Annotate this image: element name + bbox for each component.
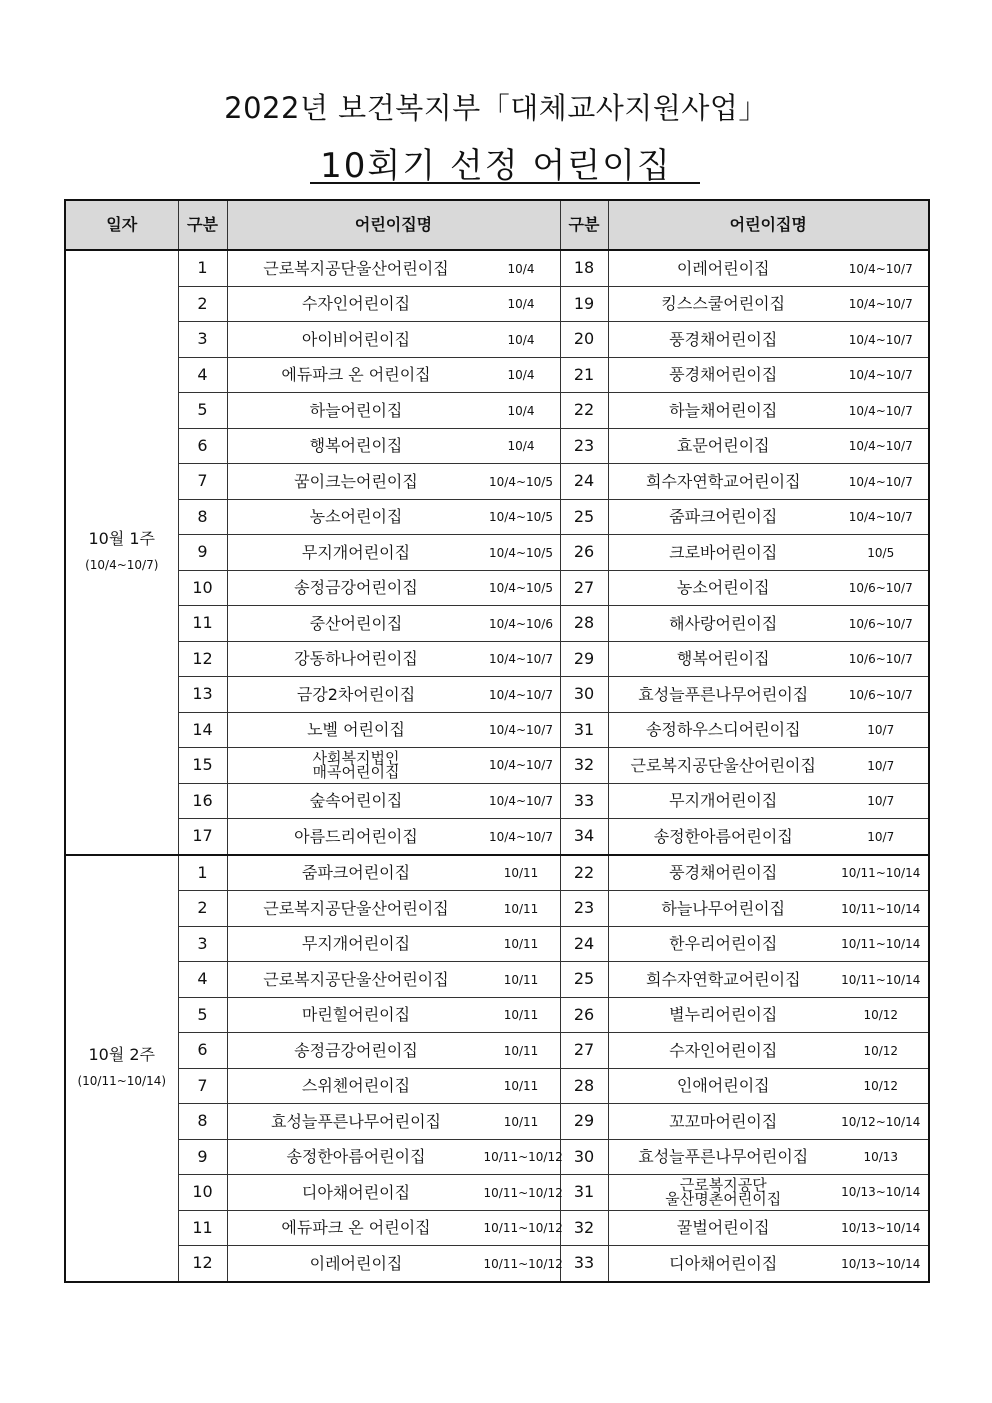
row-number-left: 16 (178, 783, 227, 819)
facility-name: 별누리어린이집 (669, 1005, 778, 1024)
facility-name: 희수자연학교어린이집 (645, 969, 801, 989)
header-name-left: 어린이집명 (227, 200, 560, 250)
facility-cell-right (608, 712, 929, 748)
support-date: 10/4~10/7 (489, 794, 553, 808)
row-number-right: 23 (560, 428, 608, 464)
facility-name: 꿀벌어린이집 (676, 1218, 770, 1237)
week-cell (65, 855, 178, 1282)
facility-cell-left (227, 357, 560, 393)
facility-cell-left (227, 1210, 563, 1246)
facility-cell-left (227, 250, 560, 286)
row-number-right: 22 (560, 855, 608, 891)
facility-name: 근로복지공단 울산명촌어린이집 (665, 1176, 782, 1209)
facility-cell-right (608, 891, 929, 927)
table-row (65, 606, 929, 642)
row-number-left: 11 (178, 1210, 227, 1246)
facility-name: 아이비어린이집 (301, 329, 411, 349)
table-row (65, 1104, 929, 1140)
row-number-left: 9 (178, 1139, 227, 1175)
support-date: 10/13~10/14 (841, 1185, 921, 1200)
support-date: 10/4~10/7 (489, 723, 553, 737)
facility-cell-left (227, 783, 560, 819)
facility-name: 무지개어린이집 (301, 934, 411, 953)
row-number-right: 25 (560, 499, 608, 535)
table-row (65, 570, 929, 606)
facility-name: 킹스스쿨어린이집 (661, 294, 786, 313)
support-date: 10/4 (507, 439, 535, 453)
facility-name: 사회복지법인 매곡어린이집 (312, 749, 400, 782)
support-date: 10/11~10/14 (841, 972, 921, 987)
facility-cell-left (227, 926, 560, 962)
facility-cell-right (608, 1033, 929, 1069)
row-number-right: 32 (560, 748, 608, 784)
row-number-left: 3 (178, 926, 227, 962)
table-row (65, 855, 929, 891)
facility-cell-right (608, 1104, 929, 1140)
facility-name: 희수자연학교어린이집 (645, 471, 801, 491)
facility-name: 한우리어린이집 (669, 934, 778, 953)
facility-name: 줌파크어린이집 (301, 863, 411, 882)
header-name-right: 어린이집명 (608, 200, 929, 250)
facility-cell-left (227, 606, 560, 642)
support-date: 10/7 (867, 829, 895, 844)
table-row (65, 357, 929, 393)
row-number-right: 27 (560, 1033, 608, 1069)
facility-cell-left (227, 748, 560, 784)
facility-cell-left (227, 393, 560, 429)
row-number-right: 25 (560, 962, 608, 998)
facility-cell-left (227, 535, 560, 571)
facility-cell-right (608, 819, 929, 855)
facility-name: 풍경채어린이집 (669, 365, 778, 384)
document-subtitle: 10회기 선정 어린이집 (320, 146, 672, 186)
facility-name: 마린힐어린이집 (301, 1005, 411, 1024)
facility-cell-right (608, 855, 929, 891)
row-number-right: 22 (560, 393, 608, 429)
facility-name: 근로복지공단울산어린이집 (630, 755, 816, 775)
table-row (65, 1139, 929, 1175)
support-date: 10/4~10/7 (489, 758, 553, 773)
row-number-left: 14 (178, 712, 227, 748)
row-number-right: 20 (560, 322, 608, 358)
table-row (65, 1068, 929, 1104)
support-date: 10/11~10/12 (483, 1256, 563, 1271)
table-row (65, 962, 929, 998)
support-date: 10/11 (503, 937, 539, 951)
support-date: 10/11 (503, 1079, 539, 1093)
table-row (65, 926, 929, 962)
facility-cell-right (608, 357, 929, 393)
facility-cell-right (608, 250, 929, 286)
row-number-right: 33 (560, 783, 608, 819)
row-number-left: 8 (178, 499, 227, 535)
facility-name: 중산어린이집 (309, 613, 403, 633)
table-row (65, 891, 929, 927)
table-row (65, 997, 929, 1033)
facility-name: 수자인어린이집 (669, 1040, 778, 1060)
support-date: 10/4~10/5 (489, 510, 553, 524)
facility-name: 이레어린이집 (309, 1253, 403, 1273)
facility-cell-left (227, 1139, 563, 1175)
facility-cell-right (608, 464, 929, 500)
support-date: 10/4~10/7 (489, 652, 553, 666)
row-number-left: 1 (178, 855, 227, 891)
row-number-left: 12 (178, 1246, 227, 1282)
facility-cell-right (608, 322, 929, 358)
row-number-right: 30 (560, 677, 608, 713)
facility-cell-right (608, 1139, 929, 1175)
facility-cell-left (227, 428, 560, 464)
row-number-left: 15 (178, 748, 227, 784)
facility-name: 송정한아름어린이집 (653, 826, 793, 846)
row-number-left: 7 (178, 1068, 227, 1104)
facility-cell-left (227, 819, 560, 855)
facility-name: 이레어린이집 (676, 258, 770, 278)
facility-name: 하늘어린이집 (309, 400, 403, 420)
support-date: 10/4~10/6 (489, 616, 553, 631)
row-number-left: 4 (178, 357, 227, 393)
row-number-right: 24 (560, 926, 608, 962)
facility-cell-right (608, 393, 929, 429)
row-number-left: 2 (178, 286, 227, 322)
facility-cell-right (608, 570, 929, 606)
facility-cell-right (608, 606, 929, 642)
support-date: 10/11 (503, 901, 539, 916)
support-date: 10/11~10/14 (841, 901, 921, 916)
facility-cell-left (227, 464, 560, 500)
support-date: 10/4~10/7 (848, 368, 913, 382)
selection-table (64, 199, 930, 1283)
facility-cell-right (608, 783, 929, 819)
row-number-right: 21 (560, 357, 608, 393)
week-label: 10월 2주 (88, 1045, 156, 1064)
row-number-right: 28 (560, 606, 608, 642)
support-date: 10/11 (503, 1043, 539, 1058)
facility-cell-left (227, 712, 560, 748)
table-row (65, 641, 929, 677)
support-date: 10/4~10/7 (848, 403, 913, 418)
facility-name: 효성늘푸른나무어린이집 (638, 684, 809, 704)
facility-cell-right (608, 997, 929, 1033)
facility-cell-left (227, 641, 560, 677)
support-date: 10/11 (503, 1008, 539, 1022)
facility-name: 농소어린이집 (676, 578, 770, 597)
table-row (65, 748, 929, 784)
support-date: 10/6~10/7 (848, 652, 913, 666)
table-row (65, 535, 929, 571)
table-row (65, 1175, 929, 1211)
support-date: 10/4 (507, 368, 535, 382)
row-number-right: 18 (560, 250, 608, 286)
row-number-left: 11 (178, 606, 227, 642)
facility-cell-left (227, 286, 560, 322)
row-number-left: 2 (178, 891, 227, 927)
facility-cell-right (608, 926, 929, 962)
row-number-left: 10 (178, 570, 227, 606)
facility-cell-right (608, 1175, 929, 1211)
header-no-right: 구분 (560, 200, 608, 250)
row-number-right: 26 (560, 535, 608, 571)
support-date: 10/13~10/14 (841, 1256, 921, 1271)
support-date: 10/4~10/7 (848, 439, 913, 453)
facility-cell-left (227, 1033, 560, 1069)
facility-cell-left (227, 570, 560, 606)
support-date: 10/4~10/7 (848, 261, 913, 276)
row-number-right: 34 (560, 819, 608, 855)
support-date: 10/7 (867, 723, 895, 737)
facility-name: 하늘나무어린이집 (661, 898, 786, 918)
facility-cell-right (608, 748, 929, 784)
facility-name: 효문어린이집 (676, 436, 770, 455)
facility-name: 행복어린이집 (309, 436, 403, 455)
support-date: 10/11~10/12 (483, 1185, 563, 1200)
row-number-right: 29 (560, 641, 608, 677)
facility-name: 스위첸어린이집 (301, 1076, 411, 1095)
support-date: 10/4~10/7 (848, 332, 913, 347)
row-number-right: 24 (560, 464, 608, 500)
facility-cell-right (608, 286, 929, 322)
support-date: 10/4 (507, 261, 535, 276)
week-range: (10/4~10/7) (85, 558, 159, 573)
facility-cell-left (227, 1175, 563, 1211)
facility-name: 송정금강어린이집 (294, 1040, 418, 1060)
facility-cell-right (608, 1246, 929, 1282)
facility-name: 송정한아름어린이집 (286, 1147, 426, 1166)
facility-name: 수자인어린이집 (301, 294, 411, 313)
support-date: 10/4~10/5 (489, 545, 553, 560)
support-date: 10/4 (507, 403, 535, 418)
facility-name: 금강2차어린이집 (296, 684, 416, 704)
facility-name: 인애어린이집 (676, 1076, 770, 1095)
facility-name: 노벨 어린이집 (307, 720, 405, 739)
row-number-right: 26 (560, 997, 608, 1033)
facility-name: 에듀파크 온 어린이집 (281, 365, 431, 384)
facility-cell-left (227, 962, 560, 998)
support-date: 10/11~10/12 (483, 1221, 563, 1235)
support-date: 10/11 (503, 866, 539, 880)
support-date: 10/12 (863, 1079, 899, 1093)
support-date: 10/4~10/7 (848, 474, 913, 489)
facility-cell-right (608, 1068, 929, 1104)
facility-name: 풍경채어린이집 (669, 863, 778, 882)
facility-cell-left (227, 322, 560, 358)
table-row (65, 428, 929, 464)
table-row (65, 1210, 929, 1246)
facility-cell-right (608, 677, 929, 713)
support-date: 10/5 (867, 545, 895, 560)
facility-cell-left (227, 855, 560, 891)
row-number-left: 5 (178, 393, 227, 429)
header-no-left: 구분 (178, 200, 227, 250)
facility-name: 크로바어린이집 (669, 542, 778, 562)
facility-name: 근로복지공단울산어린이집 (263, 969, 449, 989)
facility-name: 줌파크어린이집 (669, 507, 778, 526)
table-body (65, 250, 929, 1282)
facility-cell-right (608, 641, 929, 677)
facility-name: 강동하나어린이집 (294, 649, 418, 668)
table-row (65, 464, 929, 500)
support-date: 10/12 (863, 1008, 899, 1022)
support-date: 10/12~10/14 (841, 1114, 921, 1129)
support-date: 10/6~10/7 (848, 687, 913, 702)
facility-name: 디아채어린이집 (669, 1253, 778, 1273)
table-row (65, 1033, 929, 1069)
facility-name: 효성늘푸른나무어린이집 (270, 1111, 442, 1131)
row-number-left: 7 (178, 464, 227, 500)
table-row (65, 286, 929, 322)
table-row (65, 677, 929, 713)
facility-name: 근로복지공단울산어린이집 (263, 258, 449, 278)
support-date: 10/7 (867, 758, 895, 773)
facility-cell-left (227, 1246, 563, 1282)
facility-cell-left (227, 677, 560, 713)
row-number-left: 3 (178, 322, 227, 358)
facility-name: 풍경채어린이집 (669, 329, 778, 349)
facility-cell-left (227, 1068, 560, 1104)
facility-name: 꿈이크는어린이집 (294, 471, 418, 491)
row-number-left: 5 (178, 997, 227, 1033)
table-row (65, 1246, 929, 1282)
row-number-left: 17 (178, 819, 227, 855)
facility-name: 무지개어린이집 (301, 542, 411, 562)
table-row (65, 819, 929, 855)
header-date: 일자 (65, 200, 178, 250)
row-number-left: 9 (178, 535, 227, 571)
row-number-right: 29 (560, 1104, 608, 1140)
facility-name: 효성늘푸른나무어린이집 (638, 1147, 809, 1166)
support-date: 10/11~10/14 (841, 866, 921, 880)
facility-name: 송정하우스디어린이집 (645, 720, 801, 739)
support-date: 10/4~10/7 (848, 510, 913, 524)
facility-cell-right (608, 535, 929, 571)
row-number-right: 23 (560, 891, 608, 927)
subtitle-underline (310, 182, 700, 184)
support-date: 10/4~10/5 (489, 474, 553, 489)
facility-name: 해사랑어린이집 (669, 613, 778, 633)
row-number-left: 12 (178, 641, 227, 677)
week-range: (10/11~10/14) (77, 1074, 167, 1088)
document-title: 2022년 보건복지부「대체교사지원사업」 (224, 91, 768, 125)
support-date: 10/11 (503, 1114, 539, 1129)
facility-name: 에듀파크 온 어린이집 (281, 1218, 431, 1237)
row-number-right: 32 (560, 1210, 608, 1246)
support-date: 10/4 (507, 332, 535, 347)
row-number-right: 19 (560, 286, 608, 322)
row-number-left: 6 (178, 1033, 227, 1069)
support-date: 10/13 (863, 1150, 899, 1164)
table-row (65, 250, 929, 286)
table-row (65, 393, 929, 429)
support-date: 10/4~10/7 (489, 829, 553, 844)
support-date: 10/4~10/5 (489, 581, 553, 595)
row-number-left: 4 (178, 962, 227, 998)
facility-cell-left (227, 891, 560, 927)
row-number-left: 6 (178, 428, 227, 464)
facility-cell-right (608, 1210, 929, 1246)
row-number-right: 28 (560, 1068, 608, 1104)
facility-name: 숲속어린이집 (309, 791, 403, 810)
facility-cell-right (608, 499, 929, 535)
facility-cell-left (227, 997, 560, 1033)
table-header-row (65, 200, 929, 250)
facility-name: 농소어린이집 (309, 507, 403, 526)
table-row (65, 783, 929, 819)
row-number-right: 31 (560, 1175, 608, 1211)
row-number-left: 10 (178, 1175, 227, 1211)
row-number-right: 31 (560, 712, 608, 748)
table-row (65, 712, 929, 748)
facility-name: 송정금강어린이집 (294, 578, 418, 597)
facility-cell-left (227, 499, 560, 535)
facility-name: 디아채어린이집 (301, 1182, 411, 1202)
row-number-right: 33 (560, 1246, 608, 1282)
week-cell (65, 250, 178, 855)
row-number-right: 27 (560, 570, 608, 606)
support-date: 10/4 (507, 297, 535, 311)
support-date: 10/12 (863, 1043, 899, 1058)
row-number-left: 8 (178, 1104, 227, 1140)
facility-name: 아름드리어린이집 (294, 826, 418, 846)
support-date: 10/7 (867, 794, 895, 808)
facility-name: 행복어린이집 (676, 649, 770, 668)
support-date: 10/13~10/14 (841, 1221, 921, 1235)
table-row (65, 499, 929, 535)
facility-name: 꼬꼬마어린이집 (669, 1111, 778, 1131)
row-number-right: 30 (560, 1139, 608, 1175)
support-date: 10/11~10/14 (841, 937, 921, 951)
row-number-left: 1 (178, 250, 227, 286)
facility-name: 하늘채어린이집 (669, 400, 778, 420)
facility-name: 무지개어린이집 (669, 791, 778, 810)
support-date: 10/4~10/7 (489, 687, 553, 702)
support-date: 10/6~10/7 (848, 616, 913, 631)
support-date: 10/4~10/7 (848, 297, 913, 311)
support-date: 10/11~10/12 (483, 1150, 563, 1164)
table-row (65, 322, 929, 358)
facility-cell-left (227, 1104, 560, 1140)
row-number-left: 13 (178, 677, 227, 713)
support-date: 10/11 (503, 972, 539, 987)
week-label: 10월 1주 (88, 529, 156, 549)
facility-name: 근로복지공단울산어린이집 (263, 898, 449, 918)
facility-cell-right (608, 962, 929, 998)
support-date: 10/6~10/7 (848, 581, 913, 595)
facility-cell-right (608, 428, 929, 464)
